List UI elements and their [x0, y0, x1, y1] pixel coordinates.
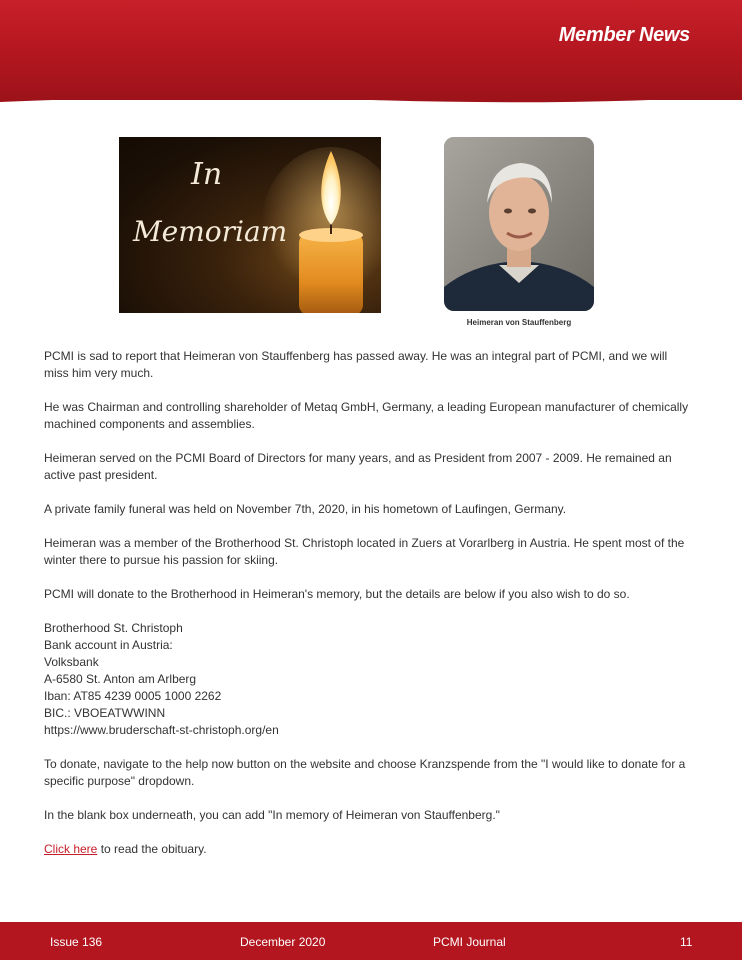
memoriam-line-1: In: [191, 157, 223, 192]
address-line: Iban: AT85 4239 0005 1000 2262: [44, 689, 222, 703]
address-line: A-6580 St. Anton am Arlberg: [44, 672, 197, 686]
section-title: Member News: [558, 24, 690, 46]
address-line: BIC.: VBOEATWWINN: [44, 706, 166, 720]
paragraph: He was Chairman and controlling shareholder of Metaq GmbH, Germany, a leading European manufacturer of chemically machined components and assemblies.: [44, 400, 689, 431]
portrait-caption: Heimeran von Stauffenberg: [466, 318, 572, 327]
in-memoriam-image: [119, 137, 381, 313]
address-line: Volksbank: [44, 655, 99, 669]
website-url: https://www.bruderschaft-st-christoph.org/en: [44, 723, 279, 737]
footer-issue: Issue 136: [50, 935, 103, 949]
donate-instructions: To donate, navigate to the help now button on the website and choose Kranzspende from the "I would like to donate for a specific purpose" dropdown.: [44, 757, 686, 788]
footer-journal: PCMI Journal: [433, 935, 506, 949]
paragraph: Heimeran was a member of the Brotherhood St. Christoph located in Zuers at Vorarlberg in Austria. He spent most of the winter there to pursue his passion for skiing.: [44, 536, 685, 567]
blank-box-note: In the blank box underneath, you can add "In memory of Heimeran von Stauffenberg.": [44, 808, 500, 822]
paragraph: Heimeran served on the PCMI Board of Directors for many years, and as President from 2007 - 2009. He remained an active past president.: [44, 451, 672, 482]
paragraph: A private family funeral was held on November 7th, 2020, in his hometown of Laufingen, Germany.: [44, 502, 567, 516]
article-body: [44, 348, 694, 875]
obituary-link[interactable]: Click here: [44, 842, 98, 856]
address-line: Brotherhood St. Christoph: [44, 621, 183, 635]
page-footer: [0, 922, 742, 960]
page-header: [0, 0, 742, 100]
paragraph: PCMI is sad to report that Heimeran von Stauffenberg has passed away. He was an integral part of PCMI, and we will miss him very much.: [44, 349, 668, 380]
person-portrait-illustration: [444, 137, 594, 311]
address-line: Bank account in Austria:: [44, 638, 173, 652]
obituary-line: [44, 841, 694, 858]
portrait-photo: [444, 137, 594, 311]
paragraph: PCMI will donate to the Brotherhood in Heimeran's memory, but the details are below if you also wish to do so.: [44, 587, 630, 601]
memoriam-line-2: Memoriam: [133, 215, 288, 248]
footer-date: December 2020: [240, 935, 326, 949]
obituary-text: to read the obituary.: [97, 842, 207, 856]
header-wave-decoration: [0, 92, 742, 106]
bank-address-block: [44, 620, 694, 739]
footer-page-number: 11: [680, 935, 693, 949]
